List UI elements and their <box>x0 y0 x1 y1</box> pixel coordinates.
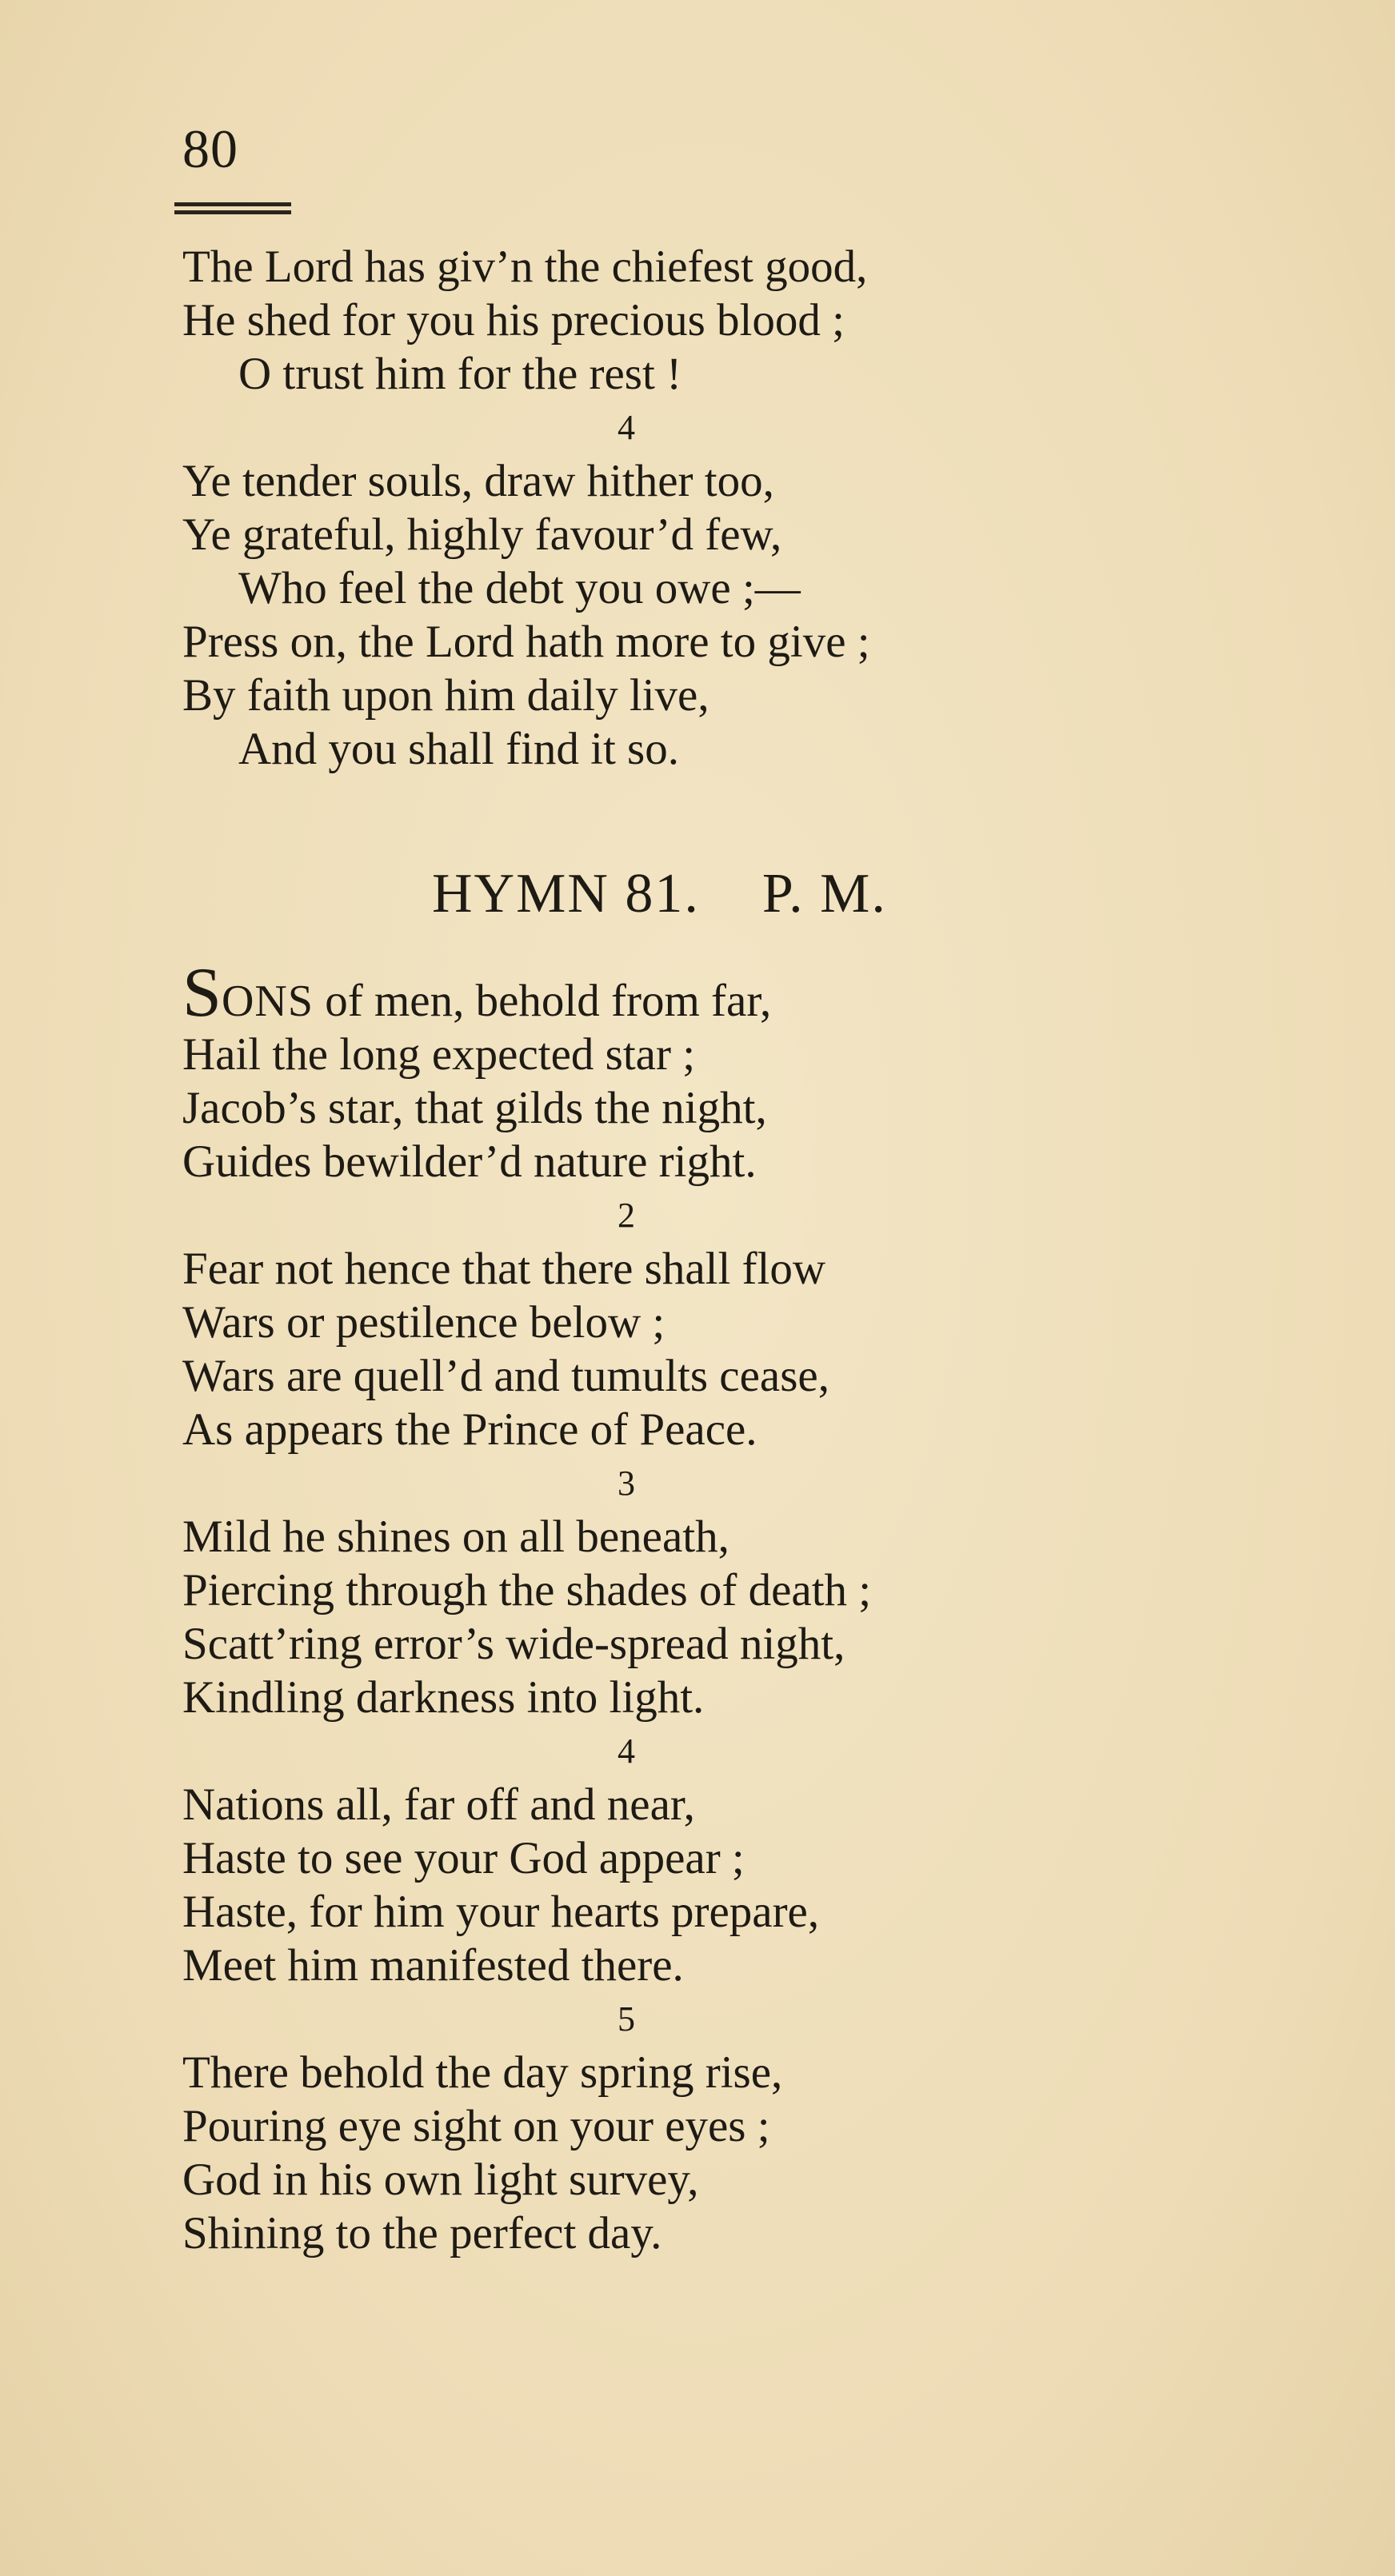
verse-line: Nations all, far off and near, <box>182 1779 695 1830</box>
verse-line: Hail the long expected star ; <box>182 1029 696 1080</box>
verse-line: Haste, for him your hearts prepare, <box>182 1887 820 1937</box>
verse-line: Scatt’ring error’s wide-spread night, <box>182 1619 845 1669</box>
verse-line: Press on, the Lord hath more to give ; <box>182 617 870 667</box>
stanza-number: 3 <box>618 1464 635 1503</box>
verse-line: The Lord has giv’n the chiefest good, <box>182 242 868 292</box>
verse-line: God in his own light survey, <box>182 2155 699 2205</box>
verse-line: Ye grateful, highly favour’d few, <box>182 509 782 560</box>
verse-line: Who feel the debt you owe ;— <box>238 563 801 613</box>
verse-line: Jacob’s star, that gilds the night, <box>182 1083 767 1133</box>
verse-line: Mild he shines on all beneath, <box>182 1512 729 1562</box>
verse-line: Kindling darkness into light. <box>182 1672 705 1723</box>
verse-line: Wars are quell’d and tumults cease, <box>182 1351 829 1401</box>
hymn-number: HYMN 81. <box>432 863 700 925</box>
verse-line: Meet him manifested there. <box>182 1940 684 1991</box>
stanza-number: 5 <box>618 1999 635 2039</box>
verse-line: Piercing through the shades of death ; <box>182 1565 872 1615</box>
hymn-81-text <box>182 954 1070 2260</box>
hymn-meter: P. M. <box>761 863 887 925</box>
verse-line: O trust him for the rest ! <box>238 349 682 399</box>
small-caps-word: ONS <box>221 976 314 1026</box>
verse-line: Fear not hence that there shall flow <box>182 1244 826 1294</box>
verse-line: Pouring eye sight on your eyes ; <box>182 2101 770 2151</box>
previous-hymn-continuation <box>182 240 1070 776</box>
verse-line: As appears the Prince of Peace. <box>182 1404 757 1455</box>
first-line-rest: of men, behold from far, <box>313 976 772 1026</box>
page-number: 80 <box>182 118 238 179</box>
verse-line: Wars or pestilence below ; <box>182 1297 666 1348</box>
stanza-number: 4 <box>618 1731 635 1771</box>
verse-line: Shining to the perfect day. <box>182 2208 662 2258</box>
verse-line: Ye tender souls, draw hither too, <box>182 456 774 506</box>
verse-line: There behold the day spring rise, <box>182 2047 783 2098</box>
verse-line: By faith upon him daily live, <box>182 670 709 721</box>
verse-line: Guides bewilder’d nature right. <box>182 1136 757 1187</box>
drop-cap: S <box>182 954 222 1032</box>
verse-line: And you shall find it so. <box>238 724 679 774</box>
verse-line: Haste to see your God appear ; <box>182 1833 745 1883</box>
header-rule <box>174 202 291 223</box>
hymn-title <box>432 862 887 926</box>
verse-line-first <box>182 954 1070 1032</box>
stanza-number: 4 <box>618 408 635 447</box>
stanza-number: 2 <box>618 1196 635 1235</box>
verse-line: He shed for you his precious blood ; <box>182 295 845 345</box>
